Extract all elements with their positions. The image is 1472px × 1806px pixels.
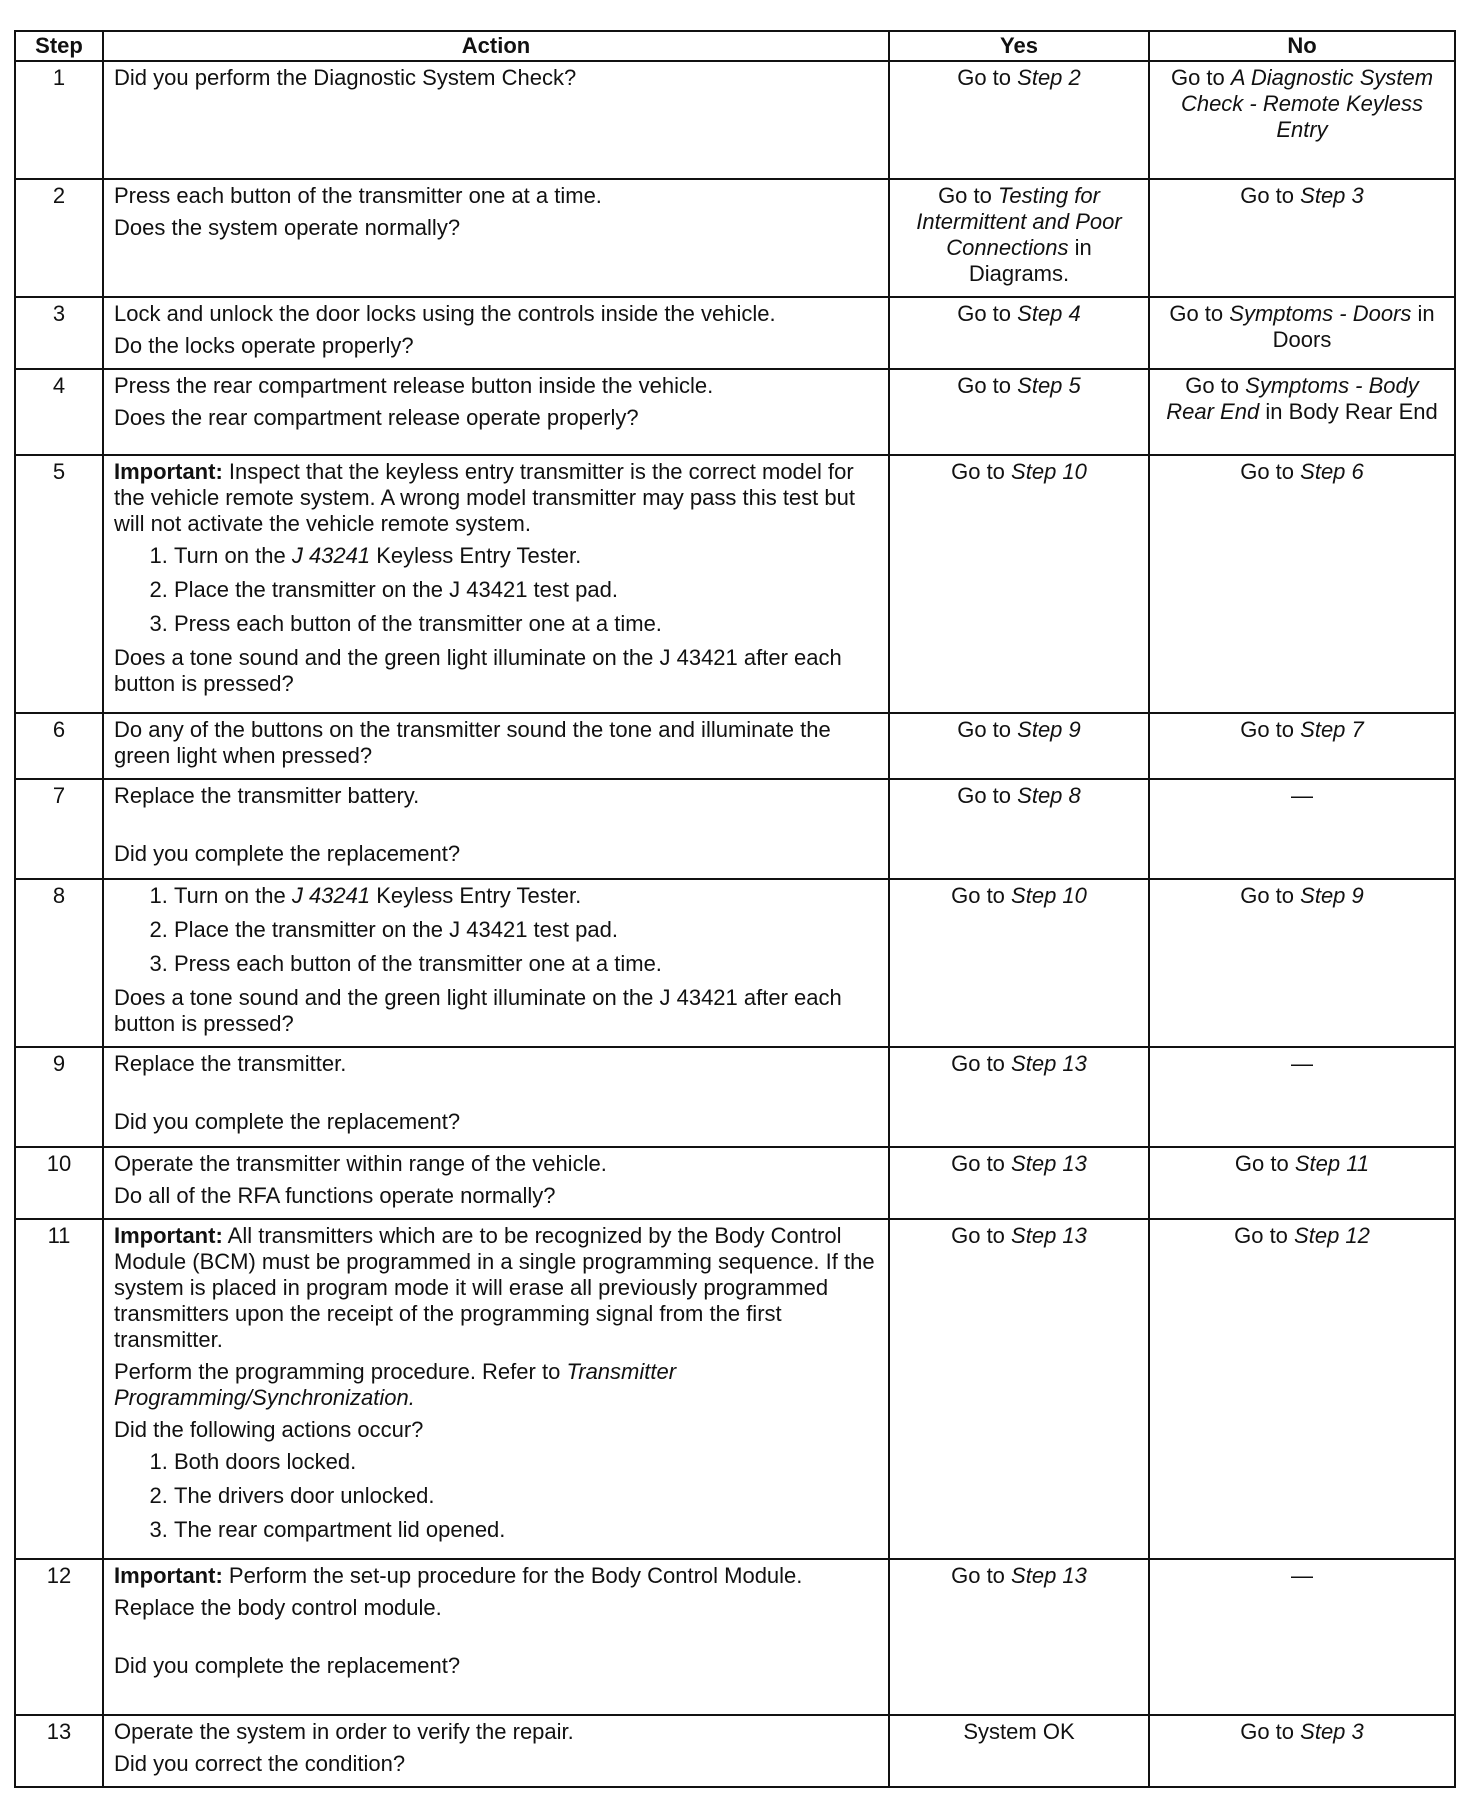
- goto-label: Go to: [1234, 1151, 1289, 1176]
- yes-cell: [889, 1047, 1149, 1147]
- outcome-item: 1. Both doors locked.: [174, 1449, 878, 1475]
- action-cell: [103, 713, 889, 779]
- action-question: Do any of the buttons on the transmitter sound the tone and illuminate the green light when pressed?: [114, 717, 831, 768]
- procedure-list: [114, 883, 878, 977]
- goto-label: Go to: [1240, 183, 1295, 208]
- goto-label: Go to: [938, 183, 992, 208]
- action-text: Replace the body control module.: [114, 1595, 442, 1620]
- action-question: Did the following actions occur?: [114, 1417, 424, 1442]
- no-cell: [1149, 179, 1455, 297]
- goto-label: Go to: [1234, 1223, 1288, 1248]
- step-number: 2: [15, 179, 103, 297]
- action-cell: [103, 179, 889, 297]
- yes-link[interactable]: Step 5: [1017, 373, 1081, 398]
- action-question: Did you complete the replacement?: [114, 1109, 461, 1134]
- action-question: Does a tone sound and the green light illuminate on the J 43421 after each button is pressed?: [114, 985, 842, 1036]
- no-link[interactable]: Symptoms - Doors: [1229, 301, 1412, 326]
- goto-label: Go to: [957, 65, 1012, 90]
- step-number: 5: [15, 455, 103, 713]
- tool-name: J 43241: [291, 543, 371, 568]
- step-number: 10: [15, 1147, 103, 1219]
- yes-cell: [889, 455, 1149, 713]
- no-cell: [1149, 713, 1455, 779]
- yes-cell: [889, 1559, 1149, 1715]
- in-label: in: [1074, 235, 1092, 260]
- action-question: Did you correct the condition?: [114, 1751, 406, 1776]
- action-cell: [103, 1715, 889, 1787]
- no-cell: [1149, 1047, 1455, 1147]
- important-text: Perform the set-up procedure for the Body Control Module.: [228, 1563, 803, 1588]
- action-cell: [103, 455, 889, 713]
- action-text: Lock and unlock the door locks using the controls inside the vehicle.: [114, 301, 776, 326]
- important-label: Important:: [114, 1563, 223, 1588]
- no-link[interactable]: Step 3: [1300, 1719, 1364, 1744]
- procedure-step: 2. Place the transmitter on the J 43421 test pad.: [174, 917, 878, 943]
- procedure-step: 2. Place the transmitter on the J 43421 test pad.: [174, 577, 878, 603]
- goto-label: Go to: [951, 1151, 1005, 1176]
- table-row: [15, 1147, 1455, 1219]
- manual-section: in Doors: [1272, 301, 1435, 352]
- yes-link[interactable]: Step 10: [1011, 883, 1087, 908]
- tool-name: J 43241: [291, 883, 371, 908]
- procedure-text: Turn on the: [174, 883, 286, 908]
- goto-label: Go to: [957, 783, 1012, 808]
- goto-label: Go to: [1170, 65, 1225, 90]
- step-number: 13: [15, 1715, 103, 1787]
- manual-section: Diagrams.: [968, 261, 1070, 286]
- step-number: 6: [15, 713, 103, 779]
- procedure-step: [174, 883, 878, 909]
- goto-label: Go to: [951, 1223, 1005, 1248]
- goto-label: Go to: [951, 1563, 1005, 1588]
- table-row: [15, 179, 1455, 297]
- goto-label: Go to: [1240, 717, 1295, 742]
- step-number: 3: [15, 297, 103, 369]
- action-text: Operate the transmitter within range of the vehicle.: [114, 1151, 607, 1176]
- yes-cell: [889, 779, 1149, 879]
- goto-label: Go to: [1240, 883, 1295, 908]
- action-question: Does a tone sound and the green light illuminate on the J 43421 after each button is pressed?: [114, 645, 842, 696]
- action-cell: [103, 1147, 889, 1219]
- yes-link[interactable]: Step 9: [1017, 717, 1081, 742]
- header-action: Action: [103, 31, 889, 61]
- manual-section: Body Rear End: [1288, 399, 1438, 424]
- header-row: [15, 31, 1455, 61]
- yes-link[interactable]: Testing for Intermittent and Poor Connections: [916, 183, 1122, 260]
- yes-link[interactable]: Step 4: [1017, 301, 1081, 326]
- header-yes: Yes: [889, 31, 1149, 61]
- procedure-text: Perform the programming procedure. Refer to: [114, 1359, 561, 1384]
- procedure-step: 3. Press each button of the transmitter one at a time.: [174, 951, 878, 977]
- yes-cell: [889, 61, 1149, 179]
- procedure-list: [114, 543, 878, 637]
- important-text: All transmitters which are to be recognized by the Body Control Module (BCM) must be programmed in a single programming sequence. If the system is placed in program mode it will erase all previously programmed transmitters upon the receipt of the programming signal from the first transmitter.: [114, 1223, 875, 1352]
- goto-label: Go to: [957, 717, 1012, 742]
- system-ok-text: System OK: [963, 1719, 1075, 1744]
- important-note: [114, 1223, 878, 1353]
- no-cell: [1149, 1219, 1455, 1559]
- action-text: Operate the system in order to verify the repair.: [114, 1719, 574, 1744]
- table-row: [15, 713, 1455, 779]
- outcome-item: 2. The drivers door unlocked.: [174, 1483, 878, 1509]
- goto-label: Go to: [957, 373, 1012, 398]
- table-row: [15, 369, 1455, 455]
- action-text: Press the rear compartment release button inside the vehicle.: [114, 373, 714, 398]
- important-note: [114, 459, 878, 537]
- goto-label: Go to: [951, 883, 1005, 908]
- table-row: [15, 779, 1455, 879]
- action-text: Press each button of the transmitter one at a time.: [114, 183, 602, 208]
- action-question: Do all of the RFA functions operate normally?: [114, 1183, 556, 1208]
- no-cell: [1149, 61, 1455, 179]
- diagnostic-page: [14, 30, 1454, 1788]
- table-row: [15, 61, 1455, 179]
- no-cell: [1149, 779, 1455, 879]
- in-label: in: [1265, 399, 1283, 424]
- action-question: Does the rear compartment release operate properly?: [114, 405, 639, 430]
- no-link[interactable]: Symptoms - Body Rear End: [1166, 373, 1419, 424]
- action-text: [114, 1359, 878, 1411]
- table-row: [15, 297, 1455, 369]
- spacer: [114, 1083, 878, 1109]
- important-note: [114, 1563, 878, 1589]
- important-text: Inspect that the keyless entry transmitter is the correct model for the vehicle remote system. A wrong model transmitter may pass this test but will not activate the vehicle remote system.: [114, 459, 855, 536]
- step-number: 11: [15, 1219, 103, 1559]
- no-link[interactable]: Step 7: [1300, 717, 1364, 742]
- procedure-step: 3. Press each button of the transmitter one at a time.: [174, 611, 878, 637]
- no-link[interactable]: Step 9: [1300, 883, 1364, 908]
- yes-cell: [889, 1715, 1149, 1787]
- action-cell: [103, 369, 889, 455]
- step-number: 8: [15, 879, 103, 1047]
- not-applicable-dash: —: [1291, 783, 1313, 808]
- table-row: [15, 1715, 1455, 1787]
- action-cell: [103, 297, 889, 369]
- yes-link[interactable]: Step 10: [1011, 459, 1087, 484]
- goto-label: Go to: [1240, 1719, 1295, 1744]
- reference-link[interactable]: Transmitter Programming/Synchronization.: [114, 1359, 677, 1410]
- yes-cell: [889, 179, 1149, 297]
- action-cell: [103, 779, 889, 879]
- important-label: Important:: [114, 1223, 223, 1248]
- diagnostic-table: [14, 30, 1456, 1788]
- action-text: Replace the transmitter.: [114, 1051, 347, 1076]
- no-cell: [1149, 369, 1455, 455]
- spacer: [114, 815, 878, 841]
- yes-cell: [889, 713, 1149, 779]
- step-number: 4: [15, 369, 103, 455]
- goto-label: Go to: [1185, 373, 1240, 398]
- no-cell: [1149, 879, 1455, 1047]
- action-cell: [103, 61, 889, 179]
- not-applicable-dash: —: [1291, 1563, 1313, 1588]
- header-step: Step: [15, 31, 103, 61]
- yes-cell: [889, 1147, 1149, 1219]
- no-cell: [1149, 455, 1455, 713]
- table-row: [15, 455, 1455, 713]
- yes-cell: [889, 879, 1149, 1047]
- yes-cell: [889, 1219, 1149, 1559]
- goto-label: Go to: [957, 301, 1012, 326]
- yes-link[interactable]: Step 13: [1011, 1151, 1087, 1176]
- action-cell: [103, 1047, 889, 1147]
- header-no: No: [1149, 31, 1455, 61]
- no-link[interactable]: A Diagnostic System Check - Remote Keyless Entry: [1180, 65, 1434, 142]
- not-applicable-dash: —: [1291, 1051, 1313, 1076]
- outcome-item: 3. The rear compartment lid opened.: [174, 1517, 878, 1543]
- no-link[interactable]: Step 11: [1294, 1151, 1370, 1176]
- action-text: Replace the transmitter battery.: [114, 783, 420, 808]
- procedure-step: [174, 543, 878, 569]
- yes-link[interactable]: Step 13: [1011, 1051, 1087, 1076]
- action-question: Does the system operate normally?: [114, 215, 461, 240]
- table-row: [15, 1047, 1455, 1147]
- yes-link[interactable]: Step 13: [1011, 1223, 1087, 1248]
- no-cell: [1149, 297, 1455, 369]
- procedure-text: Turn on the: [174, 543, 286, 568]
- no-cell: [1149, 1559, 1455, 1715]
- action-question: Did you perform the Diagnostic System Check?: [114, 65, 577, 90]
- outcome-list: [114, 1449, 878, 1543]
- action-question: Did you complete the replacement?: [114, 841, 461, 866]
- no-cell: [1149, 1715, 1455, 1787]
- no-cell: [1149, 1147, 1455, 1219]
- no-link[interactable]: Step 12: [1294, 1223, 1370, 1248]
- step-number: 12: [15, 1559, 103, 1715]
- step-number: 7: [15, 779, 103, 879]
- goto-label: Go to: [951, 1051, 1005, 1076]
- procedure-text: Keyless Entry Tester.: [376, 883, 582, 908]
- goto-label: Go to: [1240, 459, 1295, 484]
- important-label: Important:: [114, 459, 223, 484]
- no-link[interactable]: Step 6: [1300, 459, 1364, 484]
- yes-cell: [889, 297, 1149, 369]
- goto-label: Go to: [951, 459, 1005, 484]
- spacer: [114, 1627, 878, 1653]
- action-question: Did you complete the replacement?: [114, 1653, 461, 1678]
- action-cell: [103, 879, 889, 1047]
- step-number: 9: [15, 1047, 103, 1147]
- table-row: [15, 1219, 1455, 1559]
- yes-link[interactable]: Step 8: [1017, 783, 1081, 808]
- action-cell: [103, 1559, 889, 1715]
- step-number: 1: [15, 61, 103, 179]
- yes-link[interactable]: Step 2: [1017, 65, 1081, 90]
- yes-cell: [889, 369, 1149, 455]
- yes-link[interactable]: Step 13: [1011, 1563, 1087, 1588]
- procedure-text: Keyless Entry Tester.: [376, 543, 582, 568]
- action-cell: [103, 1219, 889, 1559]
- table-row: [15, 879, 1455, 1047]
- table-row: [15, 1559, 1455, 1715]
- goto-label: Go to: [1169, 301, 1224, 326]
- action-question: Do the locks operate properly?: [114, 333, 414, 358]
- no-link[interactable]: Step 3: [1300, 183, 1364, 208]
